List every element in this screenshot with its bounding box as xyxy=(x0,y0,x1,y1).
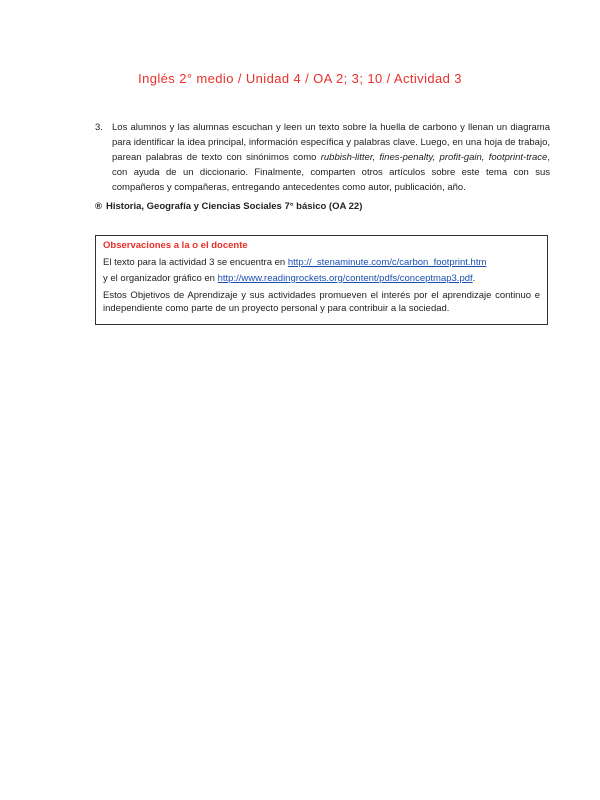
notes-paragraph: Estos Objetivos de Aprendizaje y sus actividades promueven el interés por el aprendizaje continuo e independiente como parte de un proyecto personal y para contribuir a la sociedad. xyxy=(103,289,540,314)
notes-line-1 xyxy=(103,256,540,270)
activity-text-after: , con ayuda de un diccionario. Finalmente, comparten otros artículos sobre este tema con sus compañeros y compañeras, entregando antecedentes como autor, publicación, año. xyxy=(112,152,550,193)
teacher-notes-box xyxy=(95,235,548,325)
notes-line-2-suffix: . xyxy=(472,273,476,284)
notes-line-1-text: El texto para la actividad 3 se encuentra en xyxy=(103,256,288,268)
concept-map-link[interactable]: http://www.readingrockets.org/content/pdfs/conceptmap3.pdf xyxy=(217,273,473,284)
page-title: Inglés 2° medio / Unidad 4 / OA 2; 3; 10 / Actividad 3 xyxy=(138,71,462,86)
activity-text-before: Los alumnos y las alumnas escuchan y leen un texto sobre la huella de carbono y llenan un diagrama para identificar la idea principal, información específica y palabras clave. Luego, en una hoja de trabajo, parean palabras de texto con sinónimos como xyxy=(112,122,550,163)
notes-heading: Observaciones a la o el docente xyxy=(103,240,248,251)
related-mark-icon: ® xyxy=(95,201,102,212)
carbon-footprint-link[interactable]: http://_stenaminute.com/c/carbon_footprint.htm xyxy=(287,256,487,268)
notes-line-2-text: y el organizador gráfico en xyxy=(103,273,218,284)
related-text: Historia, Geografía y Ciencias Sociales 7° básico (OA 22) xyxy=(106,201,363,212)
activity-text xyxy=(112,120,550,195)
related-subject xyxy=(95,200,555,214)
activity-item xyxy=(95,120,550,195)
activity-number: 3. xyxy=(95,122,103,133)
activity-terms: rubbish-litter, fines-penalty, profit-gain, footprint-trace xyxy=(320,152,548,163)
notes-line-2 xyxy=(103,272,540,286)
